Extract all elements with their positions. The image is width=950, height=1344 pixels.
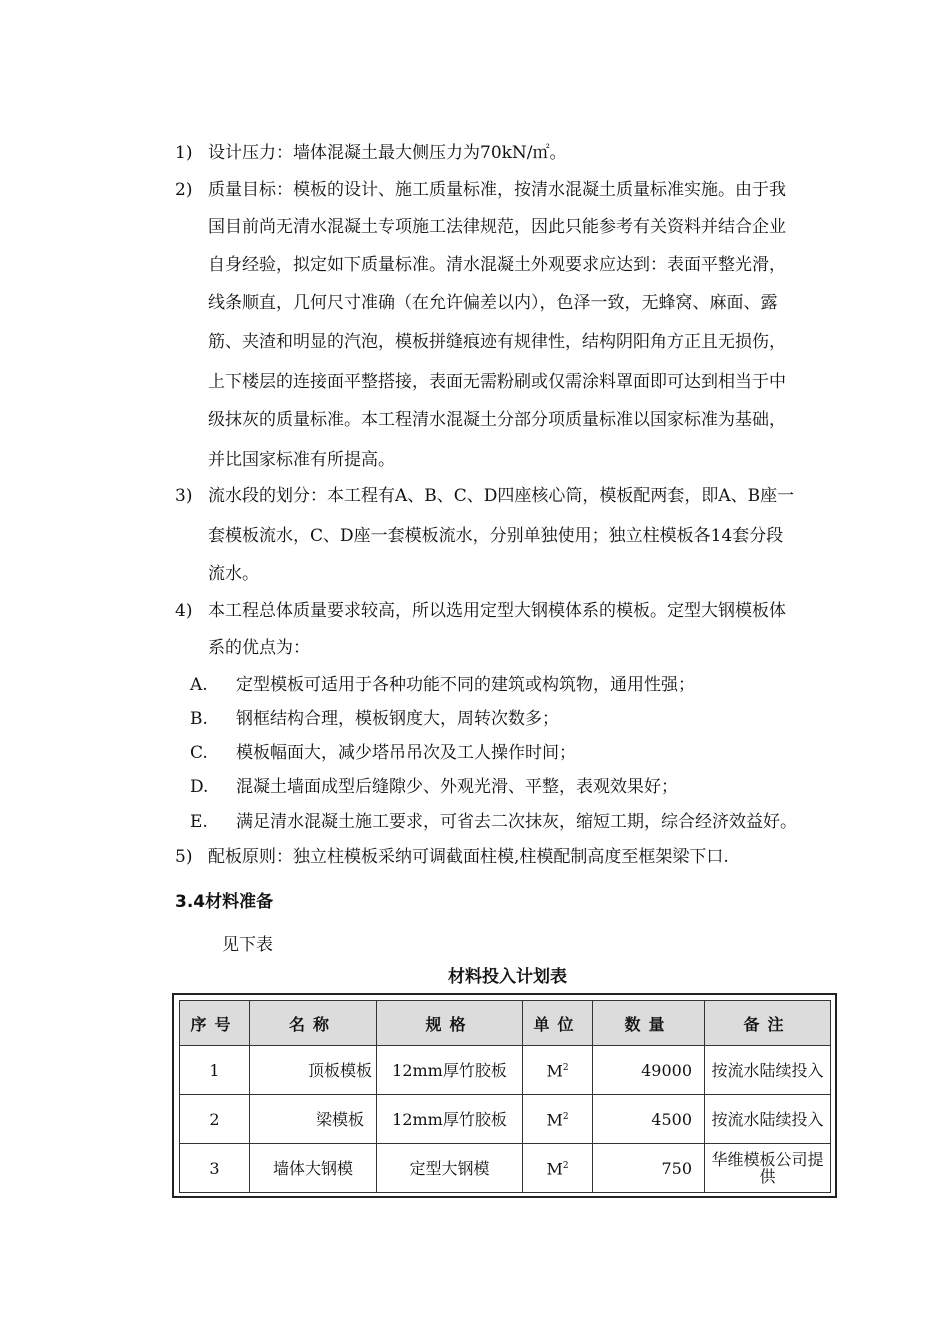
sub-label: E. <box>190 812 208 832</box>
cell-name: 顶板模板 <box>250 1046 377 1095</box>
list-text: 自身经验，拟定如下质量标准。清水混凝土外观要求应达到：表面平整光滑， <box>208 255 786 275</box>
cell-spec: 定型大钢模 <box>377 1144 523 1193</box>
cell-no: 3 <box>180 1144 250 1193</box>
sub-label: A. <box>190 675 208 695</box>
cell-unit: $M^2$ <box>523 1046 593 1095</box>
header-note: 备注 <box>705 1001 831 1046</box>
table-row <box>180 1144 831 1193</box>
cell-name: 梁模板 <box>250 1095 377 1144</box>
list-number: 2) <box>175 180 193 200</box>
sub-text: 模板幅面大，减少塔吊吊次及工人操作时间； <box>236 743 576 763</box>
table-header-row <box>180 1001 831 1046</box>
sub-label: B. <box>190 709 208 729</box>
cell-qty: 49000 <box>593 1046 705 1095</box>
header-qty: 数量 <box>593 1001 705 1046</box>
sub-label: D. <box>190 777 209 797</box>
cell-note: 按流水陆续投入 <box>705 1046 831 1095</box>
cell-qty: 4500 <box>593 1095 705 1144</box>
cell-unit: $M^2$ <box>523 1144 593 1193</box>
cell-note: 按流水陆续投入 <box>705 1095 831 1144</box>
materials-table <box>179 1000 831 1193</box>
cell-no: 2 <box>180 1095 250 1144</box>
header-unit: 单位 <box>523 1001 593 1046</box>
list-text: 国目前尚无清水混凝土专项施工法律规范，因此只能参考有关资料并结合企业 <box>208 217 786 237</box>
cell-qty: 750 <box>593 1144 705 1193</box>
list-text: 质量目标：模板的设计、施工质量标准，按清水混凝土质量标准实施。由于我 <box>208 180 786 200</box>
header-no: 序号 <box>180 1001 250 1046</box>
list-text: 流水段的划分：本工程有A、B、C、D四座核心筒，模板配两套，即A、B座一 <box>208 486 795 506</box>
sub-text: 混凝土墙面成型后缝隙少、外观光滑、平整，表观效果好； <box>236 777 678 797</box>
section-intro: 见下表 <box>222 935 273 955</box>
sub-text: 定型模板可适用于各种功能不同的建筑或构筑物，通用性强； <box>236 675 695 695</box>
cell-spec: 12mm厚竹胶板 <box>377 1046 523 1095</box>
cell-note: 华维模板公司提供 <box>705 1144 831 1193</box>
list-text: 上下楼层的连接面平整搭接，表面无需粉刷或仅需涂料罩面即可达到相当于中 <box>208 372 786 392</box>
materials-table-frame <box>172 993 837 1198</box>
list-text: 线条顺直，几何尺寸准确（在允许偏差以内），色泽一致，无蜂窝、麻面、露 <box>208 293 778 313</box>
list-number: 1) <box>175 143 193 163</box>
cell-spec: 12mm厚竹胶板 <box>377 1095 523 1144</box>
table-row <box>180 1095 831 1144</box>
list-text: 筋、夹渣和明显的汽泡，模板拼缝痕迹有规律性，结构阴阳角方正且无损伤， <box>208 332 786 352</box>
section-heading: 3.4材料准备 <box>175 892 274 912</box>
table-caption: 材料投入计划表 <box>448 967 567 987</box>
cell-unit: $M^2$ <box>523 1095 593 1144</box>
cell-name: 墙体大钢模 <box>250 1144 377 1193</box>
list-text: 级抹灰的质量标准。本工程清水混凝土分部分项质量标准以国家标准为基础， <box>208 410 786 430</box>
list-text: 设计压力：墙体混凝土最大侧压力为70kN/㎡。 <box>208 143 567 163</box>
list-text: 流水。 <box>208 564 259 584</box>
table-row <box>180 1046 831 1095</box>
sub-text: 钢框结构合理，模板钢度大，周转次数多； <box>236 709 559 729</box>
list-text: 配板原则：独立柱模板采纳可调截面柱模,柱模配制高度至框架梁下口. <box>208 847 729 867</box>
sub-text: 满足清水混凝土施工要求，可省去二次抹灰，缩短工期，综合经济效益好。 <box>236 812 797 832</box>
list-number: 5) <box>175 847 193 867</box>
list-text: 并比国家标准有所提高。 <box>208 450 395 470</box>
list-text: 系的优点为： <box>208 638 310 658</box>
sub-label: C. <box>190 743 208 763</box>
header-spec: 规格 <box>377 1001 523 1046</box>
list-text: 套模板流水，C、D座一套模板流水，分别单独使用；独立柱模板各14套分段 <box>208 526 784 546</box>
list-number: 4) <box>175 601 193 621</box>
list-text: 本工程总体质量要求较高，所以选用定型大钢模体系的模板。定型大钢模板体 <box>208 601 786 621</box>
cell-no: 1 <box>180 1046 250 1095</box>
list-number: 3) <box>175 486 193 506</box>
header-name: 名称 <box>250 1001 377 1046</box>
